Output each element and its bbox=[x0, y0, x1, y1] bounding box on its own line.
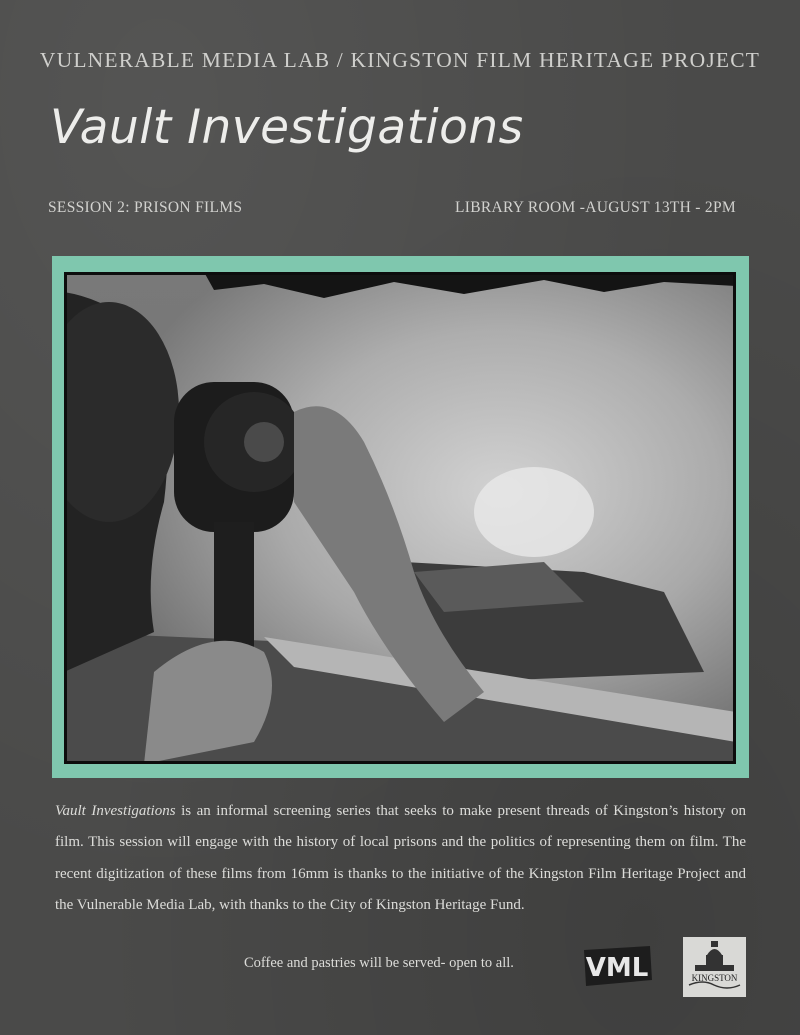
series-name: Vault Investigations bbox=[55, 803, 176, 819]
vml-logo bbox=[580, 944, 654, 988]
kingston-logo bbox=[683, 937, 746, 997]
session-label: SESSION 2: PRISON FILMS bbox=[48, 199, 243, 216]
film-still-illustration bbox=[64, 272, 736, 764]
description-paragraph bbox=[55, 796, 746, 921]
photo-frame bbox=[52, 256, 749, 778]
film-still-photo bbox=[64, 272, 736, 764]
location-date-label: LIBRARY ROOM -AUGUST 13TH - 2PM bbox=[454, 199, 736, 216]
footer-note: Coffee and pastries will be served- open to all. bbox=[244, 955, 514, 971]
kingston-logo-text: KINGSTON bbox=[691, 973, 738, 983]
page-title: Vault Investigations bbox=[50, 100, 524, 155]
city-hall-icon bbox=[683, 937, 746, 997]
description-text: is an informal screening series that seeks to make present threads of Kingston’s history on film. This session will engage with the history of local prisons and the politics of representing them on film. The recent digitization of these films from 16mm is thanks to the initiative of the Kingston Film Heritage Project and the Vulnerable Media Lab, with thanks to the City of Kingston Heritage Fund. bbox=[55, 803, 746, 913]
vml-logo-text: VML bbox=[585, 953, 649, 983]
header-org-line: VULNERABLE MEDIA LAB / KINGSTON FILM HERITAGE PROJECT bbox=[39, 48, 761, 72]
